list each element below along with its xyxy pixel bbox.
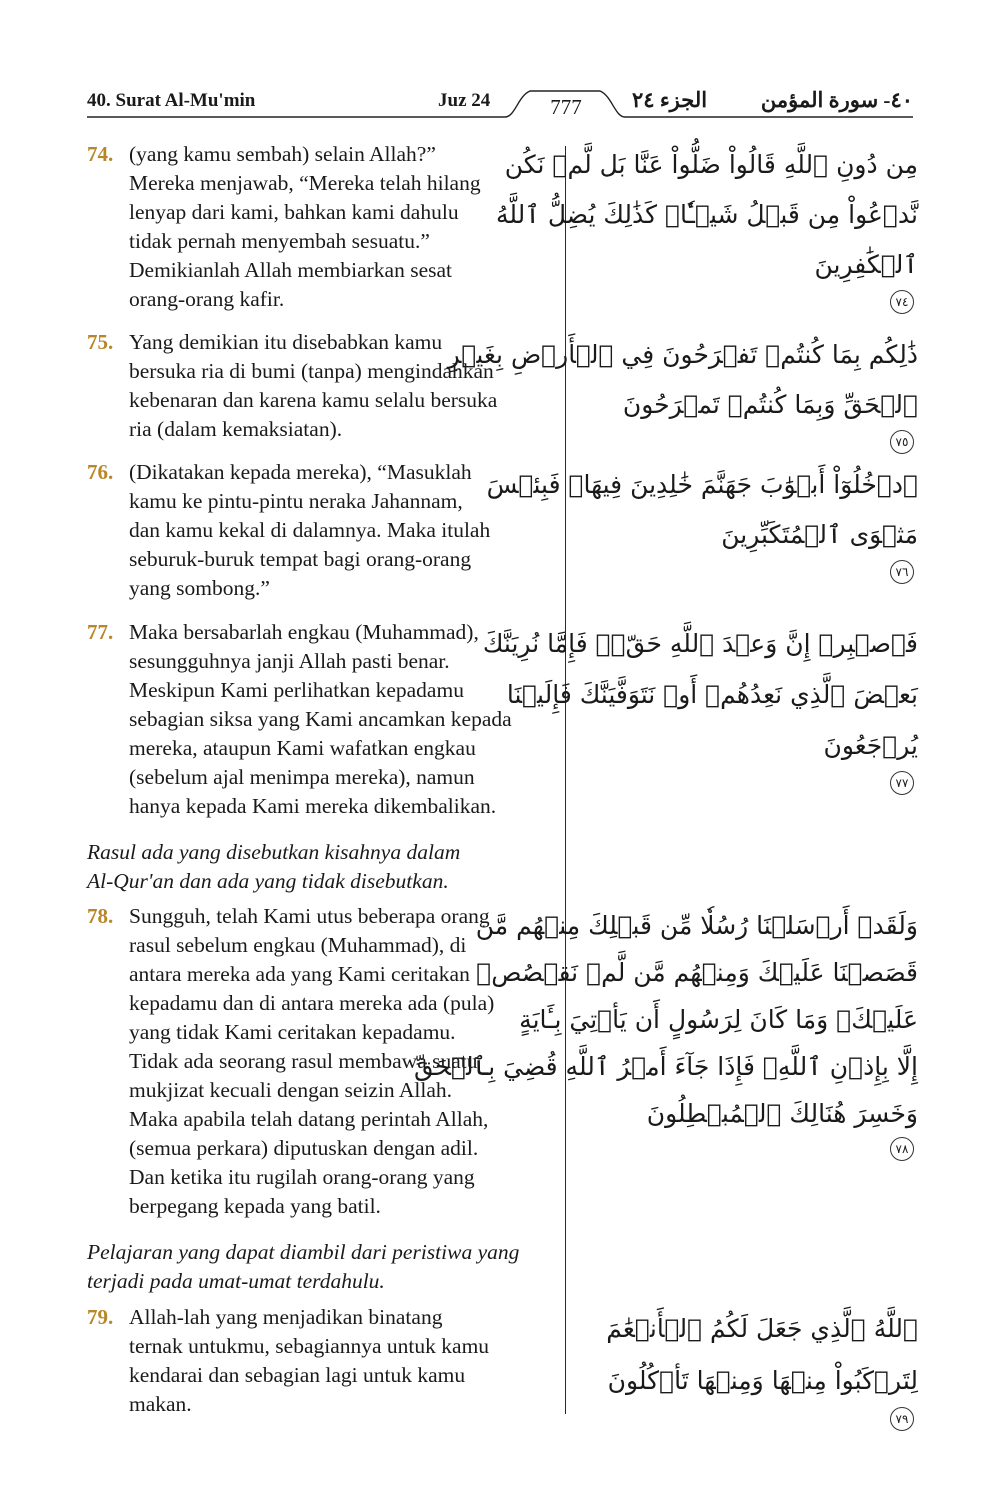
verse-79-arabic: ٱللَّهُ ٱلَّذِي جَعَلَ لَكُمُ ٱلۡأَنۡعَٰمَ لِتَرۡكَبُواْ مِنۡهَا وَمِنۡهَا تَأۡكُلُونَ ٧٩ [588,1303,918,1431]
surah-title: 40. Surat Al-Mu'min [87,90,256,111]
verse-79 [87,1303,561,1419]
page-number: 777 [550,95,582,119]
verse-74-arabic: مِن دُونِ ٱللَّهِ قَالُواْ ضَلُّواْ عَنَّا بَل لَّمۡ نَكُن نَّدۡعُواْ مِن قَبۡلُ شَيۡـٔٗاۚ كَذَٰلِكَ يُضِلُّ ٱللَّهُ ٱلۡكَٰفِرِينَ ٧٤ [588,140,918,314]
ayah-end-marker: ٧٤ [890,290,914,314]
verse-translation: Maka bersabarlah engkau (Muhammad), sesungguhnya janji Allah pasti benar. Meskipun Kami perlihatkan kepadamu sebagian siksa yang Kami ancamkan kepada mereka, ataupun Kami wafatkan engkau (sebelum ajal menimpa mereka), namun hanya kepada Kami mereka dikembalikan. [129,620,512,818]
verse-translation: Yang demikian itu disebabkan kamu bersuka ria di bumi (tanpa) mengindahkan kebenaran dan karena kamu selalu bersuka ria (dalam kemaksiatan). [129,330,498,441]
ayah-end-marker: ٧٦ [890,560,914,584]
verse-translation: Allah-lah yang menjadikan binatang ternak untukmu, sebagiannya untuk kamu kendarai dan sebagian lagi untuk kamu makan. [129,1305,490,1416]
verse-translation: (yang kamu sembah) selain Allah?” Mereka menjawab, “Mereka telah hilang lenyap dari kami, bahkan kami dahulu tidak pernah menyembah sesuatu.” Demikianlah Allah membiarkan sesat orang-orang kafir. [129,142,481,311]
verse-76-arabic: ٱدۡخُلُوٓاْ أَبۡوَٰبَ جَهَنَّمَ خَٰلِدِينَ فِيهَاۖ فَبِئۡسَ مَثۡوَى ٱلۡمُتَكَبِّرِينَ ٧٦ [588,460,918,584]
ayah-end-marker: ٧٨ [890,1137,914,1161]
verse-number: 75. [87,330,114,354]
ayah-end-marker: ٧٩ [890,1407,914,1431]
section-subheading: Pelajaran yang dapat diambil dari peristiwa yang terjadi pada umat-umat terdahulu. [87,1240,520,1293]
verse-75-arabic: ذَٰلِكُم بِمَا كُنتُمۡ تَفۡرَحُونَ فِي ٱلۡأَرۡضِ بِغَيۡرِ ٱلۡحَقِّ وَبِمَا كُنتُمۡ تَمۡرَحُونَ ٧٥ [588,330,918,454]
verse-translation: Sungguh, telah Kami utus beberapa orang rasul sebelum engkau (Muhammad), di antara mereka ada yang Kami ceritakan kepadamu dan di antara mereka ada (pula) yang tidak Kami ceritakan kepadamu. Tidak ada seorang rasul membawa suatu mukjizat kecuali dengan seizin Allah. Maka apabila telah datang perintah Allah, (semua perkara) diputuskan dengan adil. Dan ketika itu rugilah orang-orang yang berpegang kepada yang batil. [129,904,495,1218]
verse-number: 74. [87,142,114,166]
section-subheading: Rasul ada yang disebutkan kisahnya dalam Al-Qur'an dan ada yang tidak disebutkan. [87,840,461,893]
ayah-end-marker: ٧٧ [890,771,914,795]
verse-number: 79. [87,1305,114,1329]
juz-label: Juz 24 [438,90,491,111]
verse-number: 78. [87,904,114,928]
surah-title-arabic: ٤٠- سورة المؤمن [760,88,913,112]
verse-77-arabic: فَٱصۡبِرۡ إِنَّ وَعۡدَ ٱللَّهِ حَقّٞۚ فَإِمَّا نُرِيَنَّكَ بَعۡضَ ٱلَّذِي نَعِدُهُمۡ أَوۡ نَتَوَفَّيَنَّكَ فَإِلَيۡنَا يُرۡجَعُونَ ٧٧ [588,618,918,795]
juz-label-arabic: الجزء ٢٤ [632,88,708,112]
verse-number: 76. [87,460,114,484]
ayah-end-marker: ٧٥ [890,430,914,454]
verse-number: 77. [87,620,114,644]
verse-78-arabic: وَلَقَدۡ أَرۡسَلۡنَا رُسُلٗا مِّن قَبۡلِكَ مِنۡهُم مَّن قَصَصۡنَا عَلَيۡكَ وَمِنۡهُم مَّن لَّمۡ نَقۡصُصۡ عَلَيۡكَۗ وَمَا كَانَ لِرَسُولٍ أَن يَأۡتِيَ بِـَٔايَةٍ إِلَّا بِإِذۡنِ ٱللَّهِۚ فَإِذَا جَآءَ أَمۡرُ ٱللَّهِ قُضِيَ بِٱلۡحَقِّ وَخَسِرَ هُنَالِكَ ٱلۡمُبۡطِلُونَ ٧٨ [588,902,918,1161]
verse-translation: (Dikatakan kepada mereka), “Masuklah kamu ke pintu-pintu neraka Jahannam, dan kamu kekal di dalamnya. Maka itulah seburuk-buruk tempat bagi orang-orang yang sombong.” [129,460,491,600]
verse-74 [87,140,561,314]
